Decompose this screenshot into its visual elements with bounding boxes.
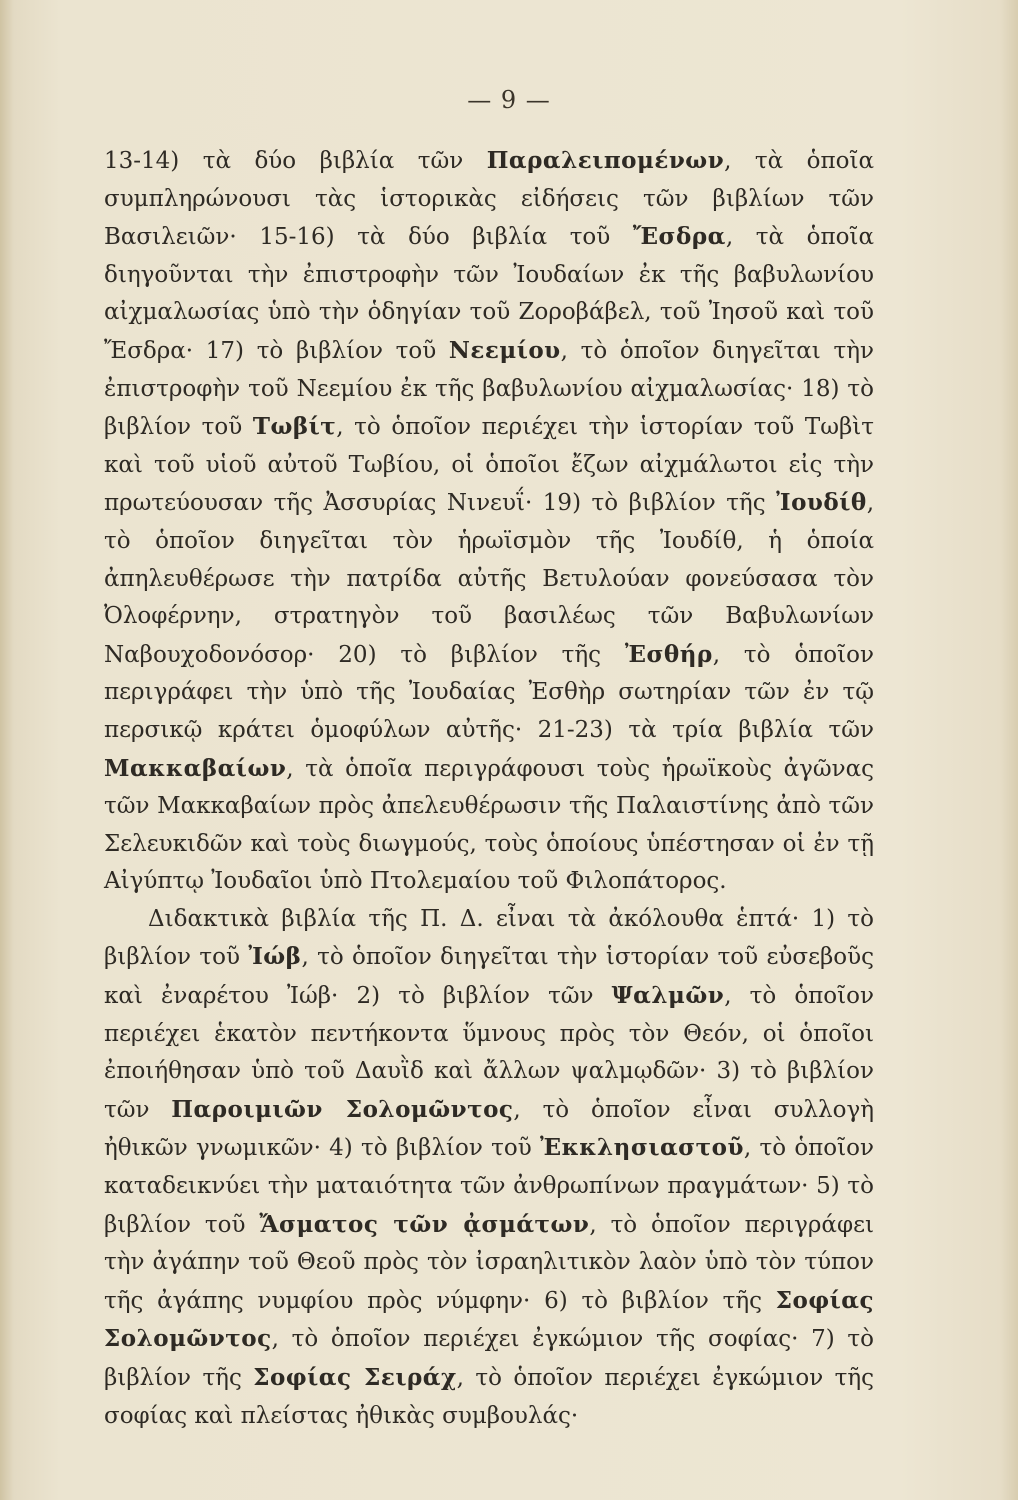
book-title: Σοφίας Σολομῶντος: [104, 1286, 874, 1353]
book-title: Ἐσθήρ: [624, 640, 713, 668]
book-title: Ἄσματος τῶν ᾀσμάτων: [259, 1210, 590, 1238]
text-run: , τὰ ὁποῖα περιγράφουσι τοὺς ἡρωϊκοὺς ἀγῶνας τῶν Μακκαβαίων πρὸς ἀπελευθέρωσιν τῆς Παλαιστίνης ἀπὸ τῶν Σελευκιδῶν καὶ τοὺς διωγμούς, τοὺς ὁποίους ὑπέστησαν οἱ ἐν τῇ Αἰγύπτῳ Ἰουδαῖοι ὑπὸ Πτολεμαίου τοῦ Φιλοπάτορος.: [104, 755, 874, 895]
text-run: , τὸ ὁποῖον περιέχει ἐγκώμιον τῆς σοφίας· 7) τὸ βιβλίον τῆς: [104, 1326, 874, 1391]
text-run: 13-14) τὰ δύο βιβλία τῶν: [104, 148, 487, 174]
paragraph: [104, 142, 874, 901]
page-number: — 9 —: [467, 86, 551, 114]
text-run: , τὸ ὁποῖον διηγεῖται τὴν ἱστορίαν τοῦ εὐσεβοῦς καὶ ἐναρέτου Ἰώβ· 2) τὸ βιβλίον τῶν: [104, 944, 874, 1010]
text-run: , τὸ ὁποῖον καταδεικνύει τὴν ματαιότητα τῶν ἀνθρωπίνων πραγμάτων· 5) τὸ βιβλίον τοῦ: [104, 1135, 874, 1238]
book-title: Ψαλμῶν: [611, 982, 725, 1010]
text-run: , τὸ ὁποῖον περιέχει ἑκατὸν πεντήκοντα ὕμνους πρὸς τὸν Θεόν, οἱ ὁποῖοι ἐποιήθησαν ὑπὸ τοῦ Δαυῒδ καὶ ἄλλων ψαλμῳδῶν· 3) τὸ βιβλίον τῶν: [104, 983, 874, 1123]
text-run: , τὸ ὁποῖον περιέχει τὴν ἱστορίαν τοῦ Τωβὶτ καὶ τοῦ υἱοῦ αὐτοῦ Τωβίου, οἱ ὁποῖοι ἔζων αἰχμάλωτοι εἰς τὴν πρωτεύουσαν τῆς Ἀσσυρίας Νινευΐ· 19) τὸ βιβλίον τῆς: [104, 414, 875, 517]
text-run: , τὰ ὁποῖα διηγοῦνται τὴν ἐπιστροφὴν τῶν Ἰουδαίων ἐκ τῆς βαβυλωνίου αἰχμαλωσίας ὑπὸ τὴν ὁδηγίαν τοῦ Ζοροβάβελ, τοῦ Ἰησοῦ καὶ τοῦ Ἔσδρα· 17) τὸ βιβλίον τοῦ: [104, 224, 874, 364]
book-title: Παροιμιῶν Σολομῶντος: [171, 1095, 514, 1123]
body-text: [104, 142, 874, 1435]
book-title: Νεεμίου: [448, 336, 561, 364]
book-title: Ἔσδρα: [632, 223, 726, 251]
text-run: , τὸ ὁποῖον περιγράφει τὴν ἀγάπην τοῦ Θεοῦ πρὸς τὸν ἰσραηλιτικὸν λαὸν ὑπὸ τὸν τύπον τῆς ἀγάπης νυμφίου πρὸς νύμφην· 6) τὸ βιβλίον τῆς: [104, 1211, 875, 1314]
text-run: , τὰ ὁποῖα συμπληρώνουσι τὰς ἱστορικὰς εἰδήσεις τῶν βιβλίων τῶν Βασιλειῶν· 15-16) τὰ δύο βιβλία τοῦ: [104, 148, 874, 251]
text-run: , τὸ ὁποῖον περιέχει ἐγκώμιον τῆς σοφίας καὶ πλείστας ἠθικὰς συμβουλάς·: [104, 1365, 875, 1429]
text-run: , τὸ ὁποῖον εἶναι συλλογὴ ἠθικῶν γνωμικῶν· 4) τὸ βιβλίον τοῦ: [104, 1096, 874, 1162]
book-title: Ἰώβ: [248, 943, 302, 971]
book-title: Σοφίας Σειράχ: [253, 1364, 457, 1391]
text-run: , τὸ ὁποῖον διηγεῖται τὴν ἐπιστροφὴν τοῦ Νεεμίου ἐκ τῆς βαβυλωνίου αἰχμαλωσίας· 18) τὸ βιβλίον τοῦ: [104, 337, 874, 441]
text-run: , τὸ ὁποῖον περιγράφει τὴν ὑπὸ τῆς Ἰουδαίας Ἐσθὴρ σωτηρίαν τῶν ἐν τῷ περσικῷ κράτει ὁμοφύλων αὐτῆς· 21-23) τὰ τρία βιβλία τῶν: [104, 641, 874, 743]
text-run: , τὸ ὁποῖον διηγεῖται τὸν ἡρωϊσμὸν τῆς Ἰουδίθ, ἡ ὁποία ἀπηλευθέρωσε τὴν πατρίδα αὐτῆς Βετυλούαν φονεύσασα τὸν Ὀλοφέρνην, στρατηγὸν τοῦ βασιλέως τῶν Βαβυλωνίων Ναβουχοδονόσορ· 20) τὸ βιβλίον τῆς: [104, 490, 874, 668]
book-title: Τωβίτ: [252, 413, 337, 441]
book-title: Ἐκκλησιαστοῦ: [539, 1134, 744, 1162]
book-title: Ἰουδίθ: [776, 489, 867, 517]
book-title: Παραλειπομένων: [486, 147, 725, 174]
text-run: Διδακτικὰ βιβλία τῆς Π. Δ. εἶναι τὰ ἀκόλουθα ἑπτά· 1) τὸ βιβλίον τοῦ: [104, 905, 874, 971]
paragraph: [104, 901, 874, 1435]
book-title: Μακκαβαίων: [104, 754, 287, 782]
